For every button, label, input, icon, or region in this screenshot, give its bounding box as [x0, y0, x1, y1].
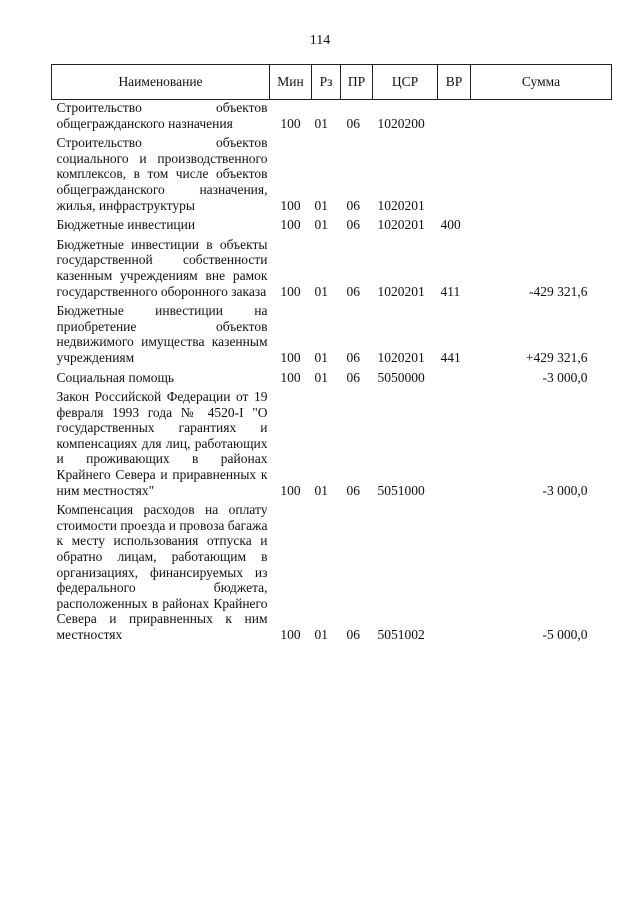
row-rz: 01 [314, 197, 328, 213]
row-name: Бюджетные инвестиции на приобретение объектов недвижимого имущества казенным учреждениям [56, 303, 268, 365]
row-csr: 1020201 [377, 217, 425, 233]
row-pr: 06 [346, 482, 360, 498]
table-row [52, 303, 612, 369]
table-row [52, 135, 612, 217]
row-sum: -5 000,0 [542, 627, 588, 642]
column-header-vr: ВР [438, 65, 471, 100]
row-min: 100 [280, 283, 301, 299]
row-name: Бюджетные инвестиции [56, 217, 196, 233]
row-csr: 5050000 [377, 369, 425, 385]
table-header-row [52, 65, 612, 100]
row-min: 100 [280, 217, 301, 233]
row-name: Строительство объектов социального и производственного комплексов, в том числе объектов общегражданского назначения, жилья, инфраструктуры [56, 135, 268, 213]
row-pr: 06 [346, 217, 360, 233]
row-rz: 01 [314, 482, 328, 498]
row-csr: 5051000 [377, 482, 425, 498]
row-min: 100 [280, 349, 301, 365]
row-vr: 441 [440, 349, 461, 365]
row-rz: 01 [314, 115, 328, 131]
row-csr: 1020201 [377, 283, 425, 299]
row-name: Строительство объектов общегражданского назначения [56, 100, 268, 131]
row-csr: 5051002 [377, 627, 425, 642]
row-pr: 06 [346, 627, 360, 642]
row-pr: 06 [346, 115, 360, 131]
column-header-sum: Сумма [471, 65, 612, 100]
row-csr: 1020201 [377, 197, 425, 213]
row-min: 100 [280, 482, 301, 498]
column-header-pr: ПР [341, 65, 373, 100]
row-sum [471, 100, 612, 136]
row-vr [438, 100, 471, 136]
table-row [52, 237, 612, 303]
row-name: Компенсация расходов на оплату стоимости проезда и провоза багажа к месту использования отпуска и обратно лицам, работающим в организациях, финансируемых из федерального бюджета, расположенных в районах Крайнего Севера и приравненных к ним местностях [56, 502, 268, 642]
row-name: Бюджетные инвестиции в объекты государственной собственности казенным учреждениям вне рамок государственного оборонного заказа [56, 236, 268, 299]
table-row [52, 389, 612, 502]
row-sum [471, 135, 612, 217]
table-row [52, 370, 612, 390]
table-row [52, 502, 612, 646]
row-vr [438, 370, 471, 390]
row-sum: -429 321,6 [529, 283, 588, 299]
row-vr [438, 502, 471, 646]
row-rz: 01 [314, 349, 328, 365]
column-header-min: Мин [270, 65, 312, 100]
row-rz: 01 [314, 283, 328, 299]
row-min: 100 [280, 197, 301, 213]
page-number: 114 [309, 33, 331, 48]
row-pr: 06 [346, 283, 360, 299]
table-row [52, 100, 612, 136]
row-min: 100 [280, 627, 301, 642]
row-name: Социальная помощь [56, 369, 175, 385]
budget-table [51, 64, 612, 647]
row-sum: +429 321,6 [525, 349, 588, 365]
row-vr: 400 [440, 217, 461, 233]
table-row [52, 217, 612, 237]
row-csr: 1020201 [377, 349, 425, 365]
row-csr: 1020200 [377, 115, 425, 131]
row-sum [471, 217, 612, 237]
row-min: 100 [280, 115, 301, 131]
row-pr: 06 [346, 369, 360, 385]
row-pr: 06 [346, 197, 360, 213]
column-header-name: Наименование [52, 65, 270, 100]
row-rz: 01 [314, 217, 328, 233]
row-rz: 01 [314, 369, 328, 385]
row-sum: -3 000,0 [542, 482, 588, 498]
row-sum: -3 000,0 [542, 369, 588, 385]
row-name: Закон Российской Федерации от 19 февраля 1993 года № 4520-I "О государственных гарантиях и компенсациях для лиц, работающих и проживающих в районах Крайнего Севера и приравненных к ним местностях" [56, 389, 268, 498]
column-header-csr: ЦСР [373, 65, 438, 100]
row-pr: 06 [346, 349, 360, 365]
column-header-rz: Рз [312, 65, 341, 100]
row-vr [438, 135, 471, 217]
row-min: 100 [280, 369, 301, 385]
row-vr [438, 389, 471, 502]
row-vr: 411 [440, 283, 461, 299]
row-rz: 01 [314, 627, 328, 642]
